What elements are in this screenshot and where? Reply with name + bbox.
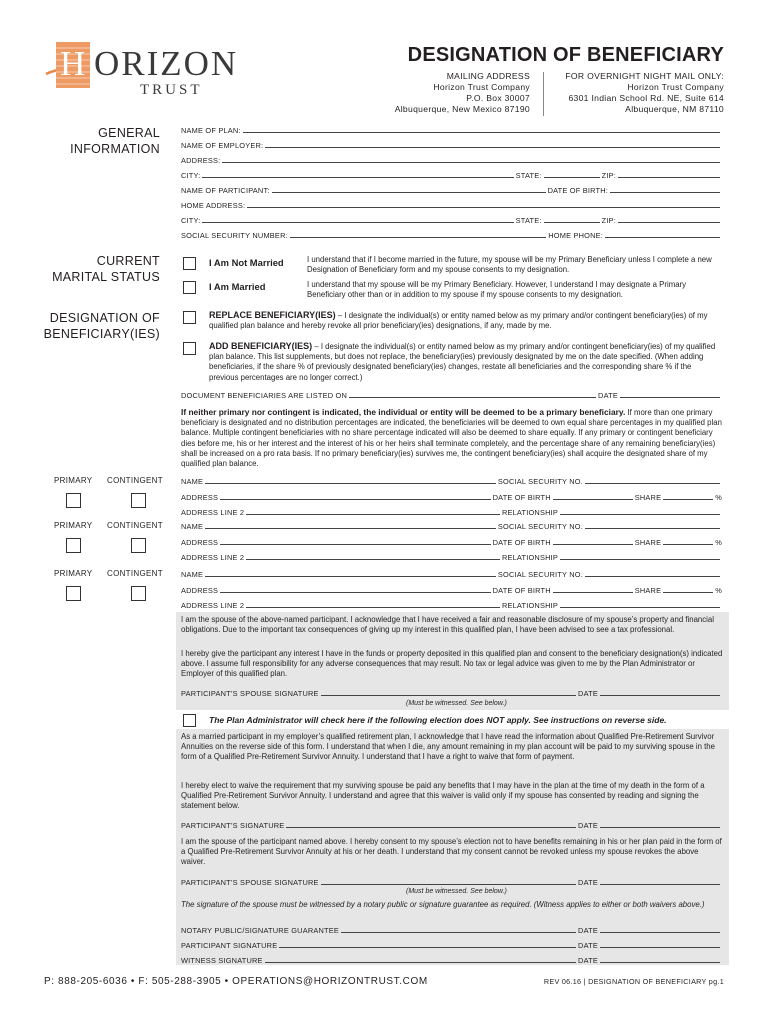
- state2-label: STATE:: [515, 216, 542, 225]
- participant-sig-label-2: PARTICIPANT SIGNATURE: [181, 941, 278, 950]
- ssn-label: SOCIAL SECURITY NO.: [497, 522, 583, 531]
- primary-checkbox[interactable]: [66, 586, 81, 601]
- participant-signature-row[interactable]: [181, 820, 722, 830]
- logo-trust: TRUST: [140, 82, 203, 98]
- mailing-line-1: Horizon Trust Company: [433, 82, 530, 92]
- zip-label: ZIP:: [601, 171, 616, 180]
- add-body: – I designate the individual(s) or entity named below as my primary and/or contingent beneficiary(ies) of my qualified plan balance. This list supplements, but does not replace, the beneficiary(ies) previously designated by me on the date specified. (When adding beneficiaries, if the share % of previously designated beneficiary(ies) changes, restate all beneficiaries and the corresponding share % if the previous percentages are no longer correct.): [209, 342, 716, 382]
- participant-sig-row-2[interactable]: [181, 940, 722, 950]
- not-married-checkbox[interactable]: [183, 257, 196, 270]
- contingent-label: CONTINGENT: [107, 569, 163, 578]
- address2-row[interactable]: [181, 600, 722, 610]
- address-label: ADDRESS:: [181, 156, 221, 165]
- spouse-consent-panel: [176, 612, 729, 710]
- spouse-date-label: DATE: [578, 689, 598, 698]
- not-married-text: I understand that if I become married in the future, my spouse will be my Primary Beneficiary unless I complete a new Designation of Beneficiary form and my spouse consents to my designation.: [307, 255, 712, 275]
- mailing-heading: MAILING ADDRESS: [446, 71, 530, 81]
- contingent-label: CONTINGENT: [107, 521, 163, 530]
- home-address-field[interactable]: [181, 200, 722, 210]
- notary-date-label: DATE: [578, 926, 598, 935]
- city-state-zip-row-2[interactable]: [181, 215, 722, 225]
- footer-contact: P: 888-205-6036 • F: 505-288-3905 • OPERATIONS@HORIZONTRUST.COM: [44, 976, 428, 987]
- primary-label: PRIMARY: [54, 569, 93, 578]
- section-designation: [30, 310, 160, 342]
- participant-sig-label: PARTICIPANT’S SIGNATURE: [181, 821, 285, 830]
- overnight-address: [524, 71, 724, 115]
- contingent-checkbox[interactable]: [131, 493, 146, 508]
- replace-body: – I designate the individual(s) or entity named below as my primary and/or contingent beneficiary(ies) of my qualified plan balance and hereby revoke all prior beneficiary(ies) designations, if any, made by me.: [209, 311, 708, 331]
- spouse-witness-note: (Must be witnessed. See below.): [406, 700, 507, 707]
- name-label: NAME: [181, 477, 204, 486]
- share-label: SHARE: [634, 537, 662, 547]
- section-designation-l2: BENEFICIARY(IES): [43, 327, 160, 341]
- name-label: NAME: [181, 570, 204, 579]
- witness-sig-label: WITNESS SIGNATURE: [181, 956, 263, 965]
- dob-label: DATE OF BIRTH: [492, 537, 551, 547]
- name-row[interactable]: [181, 476, 722, 486]
- contingent-checkbox[interactable]: [131, 538, 146, 553]
- logo-h-block: [56, 42, 90, 88]
- contingent-checkbox[interactable]: [131, 586, 146, 601]
- replace-text: [209, 310, 723, 331]
- dob-label: DATE OF BIRTH:: [547, 186, 608, 195]
- address2-row[interactable]: [181, 507, 722, 517]
- mailing-address: [330, 71, 530, 115]
- ssn-phone-row[interactable]: [181, 230, 722, 240]
- share-label: SHARE: [634, 492, 662, 502]
- general-fields: [181, 125, 722, 240]
- spouse-signature-row[interactable]: [181, 688, 722, 698]
- name-row[interactable]: [181, 569, 722, 579]
- pct-label: %: [715, 492, 722, 502]
- spouse-p1: I am the spouse of the above-named participant. I acknowledge that I have received a fair and reasonable disclosure of my spouse’s property and financial obligations. Due to the important tax consequences of giving up my interest in this qualified plan, I have been advised to see a tax professional.: [181, 615, 714, 635]
- dob-label: DATE OF BIRTH: [492, 492, 551, 502]
- page-title: DESIGNATION OF BENEFICIARY: [407, 44, 724, 66]
- section-marital-l1: CURRENT: [96, 254, 160, 268]
- section-marital-l2: MARITAL STATUS: [52, 270, 160, 284]
- address2-label: ADDRESS LINE 2: [181, 601, 245, 610]
- waiver-p2: I hereby elect to waive the requirement that my surviving spouse be paid any benefits that I may have in the plan at the time of my death in the form of a Qualified Pre-Retirement Survivor Annuity. I understand and agree that this waiver is valid only if my spouse has consented by reading and signing the statement below.: [181, 781, 705, 811]
- section-general-l1: GENERAL: [98, 126, 160, 140]
- beneficiary-fields: [181, 569, 722, 610]
- witness-sig-row[interactable]: [181, 955, 722, 965]
- witness-date-label: DATE: [578, 956, 598, 965]
- dob-label: DATE OF BIRTH: [492, 585, 551, 595]
- employer-label: NAME OF EMPLOYER:: [181, 141, 264, 150]
- add-label: ADD BENEFICIARY(IES): [209, 341, 313, 351]
- logo-h-letter: H: [60, 44, 88, 83]
- spouse-p2: I hereby give the participant any interest I have in the funds or property deposited in this qualified plan and consent to the beneficiary designation(s) indicated above. I assume full responsibility for any adverse consequences that may result. No tax or legal advice was given to me by the Plan Administrator or Employer of this qualified plan.: [181, 649, 723, 679]
- notary-text: The signature of the spouse must be witnessed by a notary public or signature guarantee as required. (Witness applies to either or both waivers above.): [181, 900, 705, 909]
- waiver-panel: [176, 729, 729, 965]
- address2-label: ADDRESS LINE 2: [181, 553, 245, 562]
- overnight-line-1: Horizon Trust Company: [627, 82, 724, 92]
- logo: [44, 40, 244, 102]
- doc-listed-row[interactable]: [181, 390, 722, 400]
- overnight-line-3: Albuquerque, NM 87110: [625, 104, 724, 114]
- address-label: ADDRESS: [181, 585, 219, 595]
- home-address-label: HOME ADDRESS:: [181, 201, 246, 210]
- married-checkbox[interactable]: [183, 281, 196, 294]
- section-general: [40, 125, 160, 157]
- notice-text: If more than one primary beneficiary is designated and no distribution percentages are indicated, the beneficiaries will be deemed to own equal share percentages in my qualified plan balance. Multiple contingent beneficiaries with no share percentage indicated will also be deemed to share equally. If any primary or contingent beneficiary dies before me, his or her interest and the interest of his or her heirs shall terminate completely, and the percentage share of any remaining beneficiary(ies) shall be increased on a pro rata basis. If no primary beneficiary(ies) survives me, the contingent beneficiary(ies) shall acquire the designated share of my qualified plan balance.: [181, 408, 722, 469]
- notary-row[interactable]: [181, 925, 722, 935]
- section-designation-l1: DESIGNATION OF: [49, 311, 160, 325]
- admin-check-text: The Plan Administrator will check here if the following election does NOT apply. See instructions on reverse side.: [209, 715, 667, 725]
- beneficiary-fields: [181, 521, 722, 562]
- beneficiary-notice: [181, 407, 723, 469]
- plan-field[interactable]: [181, 125, 722, 135]
- replace-checkbox[interactable]: [183, 311, 196, 324]
- section-general-l2: INFORMATION: [70, 142, 160, 156]
- waiver-p3: I am the spouse of the participant named above. I hereby consent to my spouse’s election not to have benefits remaining in his or her plan paid in the form of a Qualified Pre-Retirement Survivor Annuity at his or her death. I understand that my consent cannot be revoked unless my spouse revokes the above waiver.: [181, 837, 722, 867]
- city2-label: CITY:: [181, 216, 201, 225]
- spouse-sig-label-2: PARTICIPANT’S SPOUSE SIGNATURE: [181, 878, 319, 887]
- waiver-p1: As a married participant in my employer’s qualified retirement plan, I acknowledge that I have read the information about Qualified Pre-Retirement Survivor Annuities on the reverse side of this form. I understand that when I die, any amount remaining in my plan account will be paid to my surviving spouse in the form of a Qualified Pre-Retirement Survivor Annuity. I understand that I have a right to waive that form of payment.: [181, 732, 715, 762]
- section-marital: [30, 253, 160, 285]
- relationship-label: RELATIONSHIP: [501, 508, 558, 517]
- address-label: ADDRESS: [181, 537, 219, 547]
- address-row[interactable]: [181, 585, 722, 595]
- logo-wordmark: ORIZON: [94, 44, 239, 83]
- state-label: STATE:: [515, 171, 542, 180]
- replace-label: REPLACE BENEFICIARY(IES): [209, 310, 336, 320]
- ssn-label: SOCIAL SECURITY NO.: [497, 570, 583, 579]
- beneficiary-block-3: [0, 566, 770, 611]
- doc-date-label: DATE: [598, 391, 618, 400]
- address-field[interactable]: [181, 155, 722, 165]
- married-label: I Am Married: [209, 281, 266, 292]
- zip2-label: ZIP:: [601, 216, 616, 225]
- name-label: NAME: [181, 522, 204, 531]
- primary-label: PRIMARY: [54, 476, 93, 485]
- city-state-zip-row[interactable]: [181, 170, 722, 180]
- primary-label: PRIMARY: [54, 521, 93, 530]
- spouse-witness-note-2: (Must be witnessed. See below.): [406, 888, 507, 895]
- spouse-date-label-2: DATE: [578, 878, 598, 887]
- spouse-signature-row-2[interactable]: [181, 877, 722, 887]
- footer-rev: REV 06.16 | DESIGNATION OF BENEFICIARY pg.1: [543, 977, 724, 986]
- address-row[interactable]: [181, 492, 722, 502]
- address2-label: ADDRESS LINE 2: [181, 508, 245, 517]
- plan-label: NAME OF PLAN:: [181, 126, 241, 135]
- participant-date-label-2: DATE: [578, 941, 598, 950]
- beneficiary-fields: [181, 476, 722, 517]
- contingent-label: CONTINGENT: [107, 476, 163, 485]
- primary-checkbox[interactable]: [66, 538, 81, 553]
- pct-label: %: [715, 537, 722, 547]
- beneficiary-block-2: [0, 518, 770, 563]
- city-label: CITY:: [181, 171, 201, 180]
- mailing-line-2: P.O. Box 30007: [466, 93, 530, 103]
- employer-field[interactable]: [181, 140, 722, 150]
- relationship-label: RELATIONSHIP: [501, 601, 558, 610]
- notice-bold: If neither primary nor contingent is indicated, the individual or entity will be deemed to be a primary beneficiary.: [181, 407, 626, 417]
- name-row[interactable]: [181, 521, 722, 531]
- relationship-label: RELATIONSHIP: [501, 553, 558, 562]
- admin-checkbox[interactable]: [183, 714, 196, 727]
- address-label: ADDRESS: [181, 492, 219, 502]
- address2-row[interactable]: [181, 552, 722, 562]
- spouse-sig-label: PARTICIPANT’S SPOUSE SIGNATURE: [181, 689, 319, 698]
- add-checkbox[interactable]: [183, 342, 196, 355]
- participant-date-label: DATE: [578, 821, 598, 830]
- participant-row[interactable]: [181, 185, 722, 195]
- ssn-label: SOCIAL SECURITY NUMBER:: [181, 231, 288, 240]
- married-text: I understand that my spouse will be my Primary Beneficiary. However, I understand I may designate a Primary Beneficiary other than or in addition to my spouse if my spouse consents to my designation.: [307, 280, 687, 300]
- overnight-line-2: 6301 Indian School Rd. NE, Suite 614: [568, 93, 724, 103]
- beneficiary-block-1: [0, 473, 770, 518]
- ssn-label: SOCIAL SECURITY NO.: [497, 477, 583, 486]
- doc-listed-label: DOCUMENT BENEFICIARIES ARE LISTED ON: [181, 391, 347, 400]
- notary-label: NOTARY PUBLIC/SIGNATURE GUARANTEE: [181, 926, 339, 935]
- not-married-label: I Am Not Married: [209, 257, 284, 268]
- participant-label: NAME OF PARTICIPANT:: [181, 186, 270, 195]
- share-label: SHARE: [634, 585, 662, 595]
- address-row[interactable]: [181, 537, 722, 547]
- primary-checkbox[interactable]: [66, 493, 81, 508]
- pct-label: %: [715, 585, 722, 595]
- mailing-line-3: Albuquerque, New Mexico 87190: [394, 104, 530, 114]
- home-phone-label: HOME PHONE:: [548, 231, 603, 240]
- overnight-heading: FOR OVERNIGHT NIGHT MAIL ONLY:: [565, 71, 724, 81]
- add-text: [209, 341, 723, 383]
